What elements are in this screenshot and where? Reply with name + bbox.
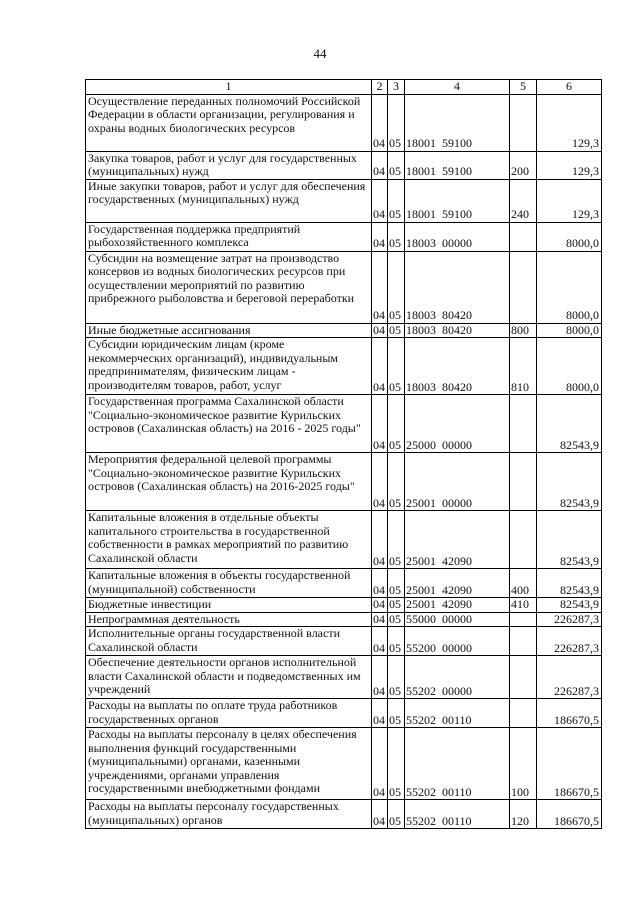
row-target-article-direction: 80420 [442, 379, 472, 394]
row-target-article-direction: 00110 [442, 784, 472, 799]
row-amount: 8000,0 [537, 338, 602, 395]
row-amount: 129,3 [537, 151, 602, 179]
row-subsection: 05 [388, 251, 405, 323]
row-amount: 226287,3 [537, 656, 602, 699]
table-row [86, 612, 602, 627]
row-expense-type: 200 [510, 151, 537, 179]
row-subsection: 05 [388, 151, 405, 179]
row-target-article [405, 179, 510, 222]
row-target-article-direction: 00000 [442, 612, 472, 626]
row-amount: 226287,3 [537, 627, 602, 656]
row-target-article-direction: 80420 [442, 308, 472, 322]
row-target-article [405, 569, 510, 598]
row-name: Осуществление переданных полномочий Российской Федерации в области организации, регулирования и охраны водных биологических ресурсов [86, 94, 372, 151]
row-name: Непрограммная деятельность [86, 612, 372, 627]
row-subsection: 05 [388, 453, 405, 511]
row-target-article-direction: 42090 [442, 582, 472, 597]
row-target-article [405, 94, 510, 151]
row-target-article-direction: 59100 [442, 207, 472, 221]
row-section: 04 [372, 612, 388, 627]
row-expense-type [510, 612, 537, 627]
row-expense-type: 100 [510, 728, 537, 800]
row-section: 04 [372, 598, 388, 613]
header-cell: 2 [372, 80, 388, 95]
row-target-article-direction: 59100 [442, 164, 472, 178]
row-target-article-direction: 42090 [442, 553, 472, 568]
row-target-article [405, 338, 510, 395]
row-section: 04 [372, 94, 388, 151]
row-expense-type: 240 [510, 179, 537, 222]
header-cell: 1 [86, 80, 372, 95]
row-target-article-program: 18003 [406, 323, 436, 337]
row-target-article-program: 25000 [406, 437, 436, 452]
row-subsection: 05 [388, 94, 405, 151]
row-target-article [405, 656, 510, 699]
row-section: 04 [372, 179, 388, 222]
row-target-article [405, 627, 510, 656]
row-target-article-program: 18003 [406, 308, 436, 322]
row-target-article [405, 151, 510, 179]
row-target-article-program: 55202 [406, 813, 436, 828]
row-target-article-program: 55202 [406, 784, 436, 799]
row-target-article-program: 55202 [406, 712, 436, 727]
row-target-article-direction: 42090 [442, 597, 472, 611]
table-row [86, 222, 602, 251]
table-row [86, 251, 602, 323]
row-subsection: 05 [388, 511, 405, 569]
row-target-article [405, 728, 510, 800]
row-expense-type [510, 395, 537, 453]
row-amount: 82543,9 [537, 598, 602, 613]
row-subsection: 05 [388, 179, 405, 222]
row-subsection: 05 [388, 395, 405, 453]
row-name: Иные закупки товаров, работ и услуг для обеспечения государственных (муниципальных) нужд [86, 179, 372, 222]
row-target-article-program: 18001 [406, 164, 436, 178]
row-amount: 8000,0 [537, 323, 602, 338]
budget-table [85, 79, 602, 829]
row-name: Мероприятия федеральной целевой программы "Социально-экономическое развитие Курильских островов (Сахалинская область) на 2016-2025 годы" [86, 453, 372, 511]
row-name: Субсидии на возмещение затрат на производство консервов из водных биологических ресурсов при осуществлении мероприятий по развитию прибрежного рыболовства и береговой переработки [86, 251, 372, 323]
row-name: Расходы на выплаты по оплате труда работников государственных органов [86, 699, 372, 728]
table-row [86, 453, 602, 511]
row-section: 04 [372, 251, 388, 323]
table-row [86, 94, 602, 151]
row-target-article [405, 222, 510, 251]
row-name: Иные бюджетные ассигнования [86, 323, 372, 338]
row-target-article-program: 18003 [406, 379, 436, 394]
row-section: 04 [372, 569, 388, 598]
row-subsection: 05 [388, 699, 405, 728]
row-target-article [405, 612, 510, 627]
row-target-article [405, 251, 510, 323]
row-target-article-direction: 00000 [442, 640, 472, 655]
row-target-article-direction: 00000 [442, 683, 472, 698]
row-name: Государственная поддержка предприятий рыбохозяйственного комплекса [86, 222, 372, 251]
row-name: Исполнительные органы государственной власти Сахалинской области [86, 627, 372, 656]
row-subsection: 05 [388, 338, 405, 395]
row-amount: 186670,5 [537, 800, 602, 829]
row-subsection: 05 [388, 728, 405, 800]
row-subsection: 05 [388, 656, 405, 699]
row-target-article-direction: 00000 [442, 437, 472, 452]
row-amount: 226287,3 [537, 612, 602, 627]
table-row [86, 728, 602, 800]
row-target-article [405, 323, 510, 338]
row-expense-type [510, 251, 537, 323]
row-amount: 82543,9 [537, 569, 602, 598]
row-section: 04 [372, 511, 388, 569]
row-section: 04 [372, 800, 388, 829]
page-number: 44 [313, 46, 327, 61]
row-expense-type: 800 [510, 323, 537, 338]
row-expense-type [510, 222, 537, 251]
row-expense-type: 410 [510, 598, 537, 613]
row-section: 04 [372, 222, 388, 251]
row-amount: 186670,5 [537, 699, 602, 728]
header-cell: 5 [510, 80, 537, 95]
row-target-article-direction: 00110 [442, 813, 472, 828]
row-amount: 82543,9 [537, 453, 602, 511]
row-target-article [405, 395, 510, 453]
table-row [86, 323, 602, 338]
table-row [86, 511, 602, 569]
row-expense-type [510, 94, 537, 151]
row-target-article-program: 18003 [406, 236, 436, 250]
row-subsection: 05 [388, 612, 405, 627]
row-name: Расходы на выплаты персоналу государственных (муниципальных) органов [86, 800, 372, 829]
row-subsection: 05 [388, 598, 405, 613]
row-amount: 8000,0 [537, 222, 602, 251]
table-row [86, 338, 602, 395]
row-expense-type: 810 [510, 338, 537, 395]
row-name: Государственная программа Сахалинской области "Социально-экономическое развитие Курильских островов (Сахалинская область) на 2016 - 2025 годы" [86, 395, 372, 453]
table-row [86, 598, 602, 613]
row-name: Капитальные вложения в отдельные объекты капитального строительства в государственной собственности в рамках мероприятий по развитию Сахалинской области [86, 511, 372, 569]
header-cell: 6 [537, 80, 602, 95]
row-section: 04 [372, 323, 388, 338]
row-target-article-program: 25001 [406, 582, 436, 597]
row-section: 04 [372, 699, 388, 728]
row-amount: 82543,9 [537, 511, 602, 569]
row-target-article-direction: 00000 [442, 495, 472, 510]
row-expense-type [510, 699, 537, 728]
row-amount: 129,3 [537, 94, 602, 151]
row-subsection: 05 [388, 222, 405, 251]
row-target-article-program: 18001 [406, 136, 436, 150]
row-section: 04 [372, 453, 388, 511]
table-row [86, 151, 602, 179]
row-target-article [405, 453, 510, 511]
row-target-article-direction: 80420 [442, 323, 472, 337]
row-amount: 129,3 [537, 179, 602, 222]
row-target-article-program: 25001 [406, 495, 436, 510]
table-row [86, 656, 602, 699]
row-amount: 8000,0 [537, 251, 602, 323]
row-section: 04 [372, 728, 388, 800]
row-expense-type: 120 [510, 800, 537, 829]
table-row [86, 179, 602, 222]
row-expense-type [510, 656, 537, 699]
row-expense-type [510, 453, 537, 511]
row-section: 04 [372, 395, 388, 453]
row-target-article [405, 511, 510, 569]
row-target-article-program: 55000 [406, 612, 436, 626]
row-section: 04 [372, 627, 388, 656]
row-subsection: 05 [388, 627, 405, 656]
row-target-article-program: 55202 [406, 683, 436, 698]
row-name: Капитальные вложения в объекты государственной (муниципальной) собственности [86, 569, 372, 598]
row-name: Закупка товаров, работ и услуг для государственных (муниципальных) нужд [86, 151, 372, 179]
row-target-article [405, 800, 510, 829]
row-subsection: 05 [388, 569, 405, 598]
table-header-row [86, 80, 602, 95]
row-subsection: 05 [388, 323, 405, 338]
row-amount: 82543,9 [537, 395, 602, 453]
table-row [86, 699, 602, 728]
table-row [86, 800, 602, 829]
table-row [86, 395, 602, 453]
row-amount: 186670,5 [537, 728, 602, 800]
row-section: 04 [372, 338, 388, 395]
row-target-article [405, 699, 510, 728]
table-row [86, 569, 602, 598]
table-row [86, 627, 602, 656]
row-expense-type [510, 511, 537, 569]
row-name: Бюджетные инвестиции [86, 598, 372, 613]
row-target-article-program: 25001 [406, 553, 436, 568]
row-section: 04 [372, 151, 388, 179]
row-name: Расходы на выплаты персоналу в целях обеспечения выполнения функций государственными (муниципальными) органами, казенными учреждениями, органами управления государственными внебюджетными фондами [86, 728, 372, 800]
row-target-article-program: 25001 [406, 597, 436, 611]
row-target-article-direction: 00000 [442, 236, 472, 250]
row-target-article-direction: 59100 [442, 136, 472, 150]
header-cell: 3 [388, 80, 405, 95]
row-target-article-direction: 00110 [442, 712, 472, 727]
row-subsection: 05 [388, 800, 405, 829]
row-expense-type: 400 [510, 569, 537, 598]
row-target-article-program: 55200 [406, 640, 436, 655]
row-name: Субсидии юридическим лицам (кроме некоммерческих организаций), индивидуальным предпринимателям, физическим лицам - производителям товаров, работ, услуг [86, 338, 372, 395]
row-target-article [405, 598, 510, 613]
row-expense-type [510, 627, 537, 656]
row-target-article-program: 18001 [406, 207, 436, 221]
row-section: 04 [372, 656, 388, 699]
header-cell: 4 [405, 80, 510, 95]
row-name: Обеспечение деятельности органов исполнительной власти Сахалинской области и подведомственных им учреждений [86, 656, 372, 699]
